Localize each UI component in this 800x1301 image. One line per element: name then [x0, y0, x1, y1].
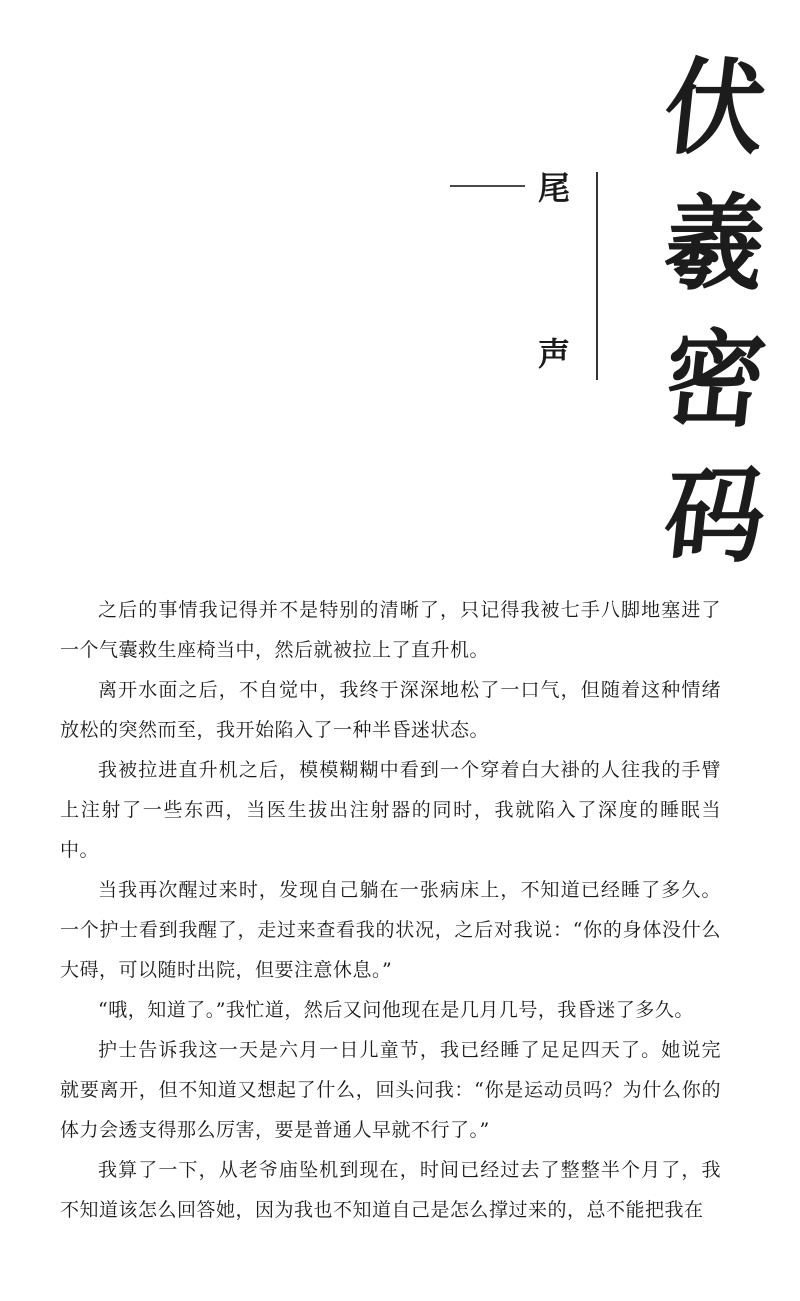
title-char-4: 码: [658, 454, 772, 577]
paragraph: 当我再次醒过来时，发现自己躺在一张病床上，不知道已经睡了多久。一个护士看到我醒了，走过来查看我的状况，之后对我说：“你的身体没什么大碍，可以随时出院，但要注意休息。”: [60, 879, 721, 981]
heading-dash-divider: [450, 185, 525, 187]
paragraph: “哦，知道了。”我忙道，然后又问他现在是几月几号，我昏迷了多久。: [98, 999, 694, 1021]
body-text: [60, 590, 721, 1230]
chapter-title-char-2: 声: [538, 335, 571, 373]
title-char-3: 密: [658, 318, 772, 441]
paragraph: 我被拉进直升机之后，模模糊糊中看到一个穿着白大褂的人往我的手臂上注射了一些东西，当医生拔出注射器的同时，我就陷入了深度的睡眠当中。: [60, 759, 721, 861]
book-title-calligraphy: [660, 40, 770, 584]
paragraph: 之后的事情我记得并不是特别的清晰了，只记得我被七手八脚地塞进了一个气囊救生座椅当中，然后就被拉上了直升机。: [60, 599, 721, 661]
heading-vertical-rule: [596, 172, 598, 380]
title-char-1: 伏: [658, 46, 772, 169]
paragraph: 护士告诉我这一天是六月一日儿童节，我已经睡了足足四天了。她说完就要离开，但不知道又想起了什么，回头问我：“你是运动员吗？为什么你的体力会透支得那么厉害，要是普通人早就不行了。”: [60, 1039, 721, 1141]
chapter-title-char-1: 尾: [538, 169, 571, 207]
title-char-2: 羲: [658, 182, 772, 305]
chapter-heading: [450, 170, 600, 380]
paragraph: 我算了一下，从老爷庙坠机到现在，时间已经过去了整整半个月了，我不知道该怎么回答她，因为我也不知道自己是怎么撑过来的，总不能把我在: [60, 1159, 721, 1221]
paragraph: 离开水面之后，不自觉中，我终于深深地松了一口气，但随着这种情绪放松的突然而至，我开始陷入了一种半昏迷状态。: [60, 679, 721, 741]
